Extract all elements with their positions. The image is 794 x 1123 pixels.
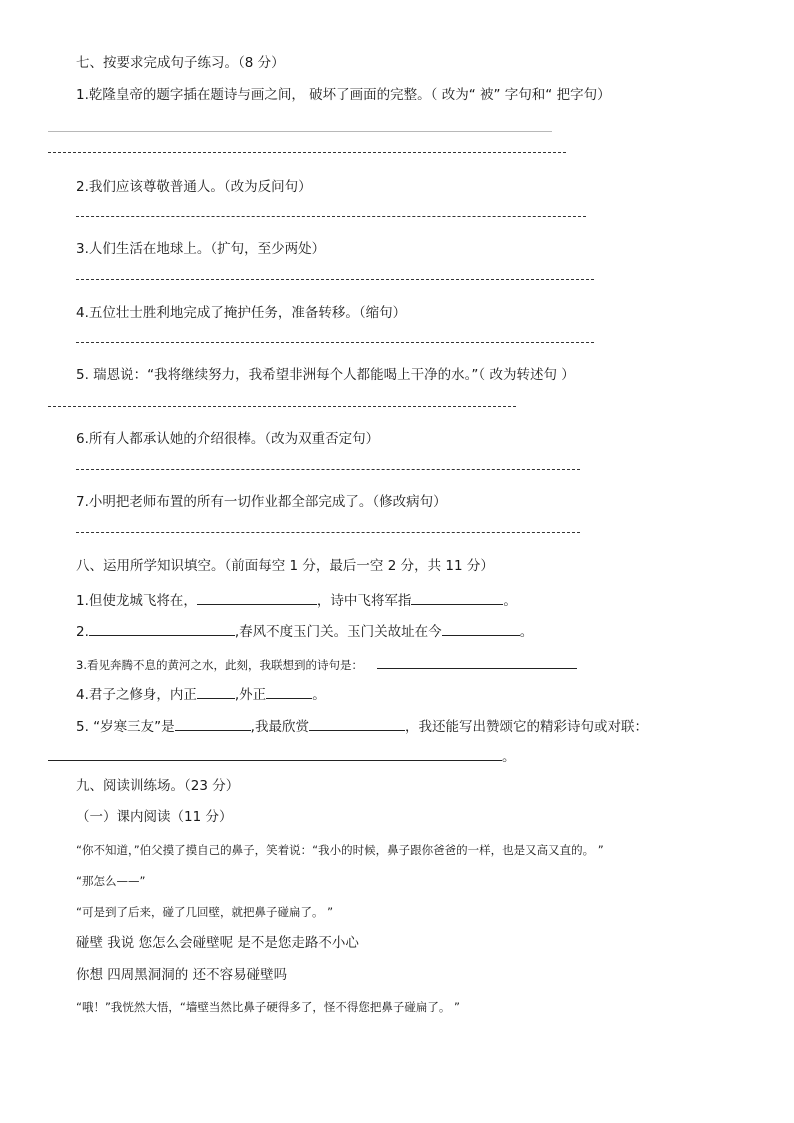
question-7-3: 3.人们生活在地球上。（扩句，至少两处）: [76, 241, 326, 257]
question-text: 3.看见奔腾不息的黄河之水，此刻，我联想到的诗句是：: [76, 658, 363, 672]
section-7-heading: 七、按要求完成句子练习。（8 分）: [76, 55, 285, 71]
question-8-2: [76, 621, 533, 641]
question-8-4: [76, 684, 326, 704]
question-text: ，诗中飞将军指: [316, 593, 412, 609]
question-text: 4.君子之修身，内正: [76, 687, 197, 703]
question-8-1: [76, 590, 517, 610]
reading-paragraph-5: 你想 四周黑洞洞的 还不容易碰壁吗: [76, 967, 288, 983]
fill-blank[interactable]: [266, 684, 312, 699]
question-7-7: 7.小明把老师布置的所有一切作业都全部完成了。（修改病句）: [76, 494, 447, 510]
question-text: ,我最欣赏: [250, 719, 309, 735]
fill-blank[interactable]: [89, 621, 235, 636]
question-8-5-continued: [48, 746, 516, 766]
fill-blank[interactable]: [175, 716, 251, 731]
question-8-5: [76, 716, 648, 736]
question-text: 。: [502, 749, 516, 765]
reading-paragraph-6: “哦！”我恍然大悟，“墙壁当然比鼻子硬得多了，怪不得您把鼻子碰扁了。 ”: [76, 1000, 460, 1014]
reading-paragraph-3: “可是到了后来，碰了几回壁，就把鼻子碰扁了。 ”: [76, 905, 334, 919]
question-7-5: 5. 瑞恩说：“我将继续努力，我希望非洲每个人都能喝上干净的水。”（ 改为转述句 ）: [76, 367, 575, 383]
answer-line: [76, 469, 580, 470]
question-8-3: [76, 654, 577, 674]
answer-line: [48, 152, 566, 153]
reading-paragraph-2: “那怎么——”: [76, 874, 146, 888]
reading-paragraph-1: “你不知道，”伯父摸了摸自己的鼻子，笑着说：“我小的时候，鼻子跟你爸爸的一样，也是又高又直的。 ”: [76, 843, 604, 857]
question-text: ,春风不度玉门关。玉门关故址在今: [234, 624, 442, 640]
section-8-heading: 八、运用所学知识填空。（前面每空 1 分，最后一空 2 分，共 11 分）: [76, 558, 494, 574]
question-7-2: 2.我们应该尊敬普通人。（改为反问句）: [76, 179, 312, 195]
fill-blank[interactable]: [442, 621, 520, 636]
fill-blank[interactable]: [309, 716, 405, 731]
question-text: 。: [312, 687, 326, 703]
answer-line: [76, 279, 594, 280]
fill-blank[interactable]: [411, 590, 503, 605]
answer-line: [48, 406, 516, 407]
section-9-heading: 九、阅读训练场。（23 分）: [76, 778, 240, 794]
answer-line: [48, 131, 552, 132]
fill-blank[interactable]: [377, 654, 577, 669]
question-text: 2.: [76, 624, 89, 640]
subsection-heading: （一）课内阅读（11 分）: [76, 809, 233, 825]
question-7-4: 4.五位壮士胜利地完成了掩护任务，准备转移。（缩句）: [76, 305, 407, 321]
question-7-1: 1.乾隆皇帝的题字插在题诗与画之间， 破坏了画面的完整。（ 改为“ 被” 字句和“ 把字句）: [76, 87, 611, 103]
question-text: 5. “岁寒三友”是: [76, 719, 175, 735]
fill-blank[interactable]: [197, 684, 235, 699]
answer-line: [76, 532, 580, 533]
answer-line: [76, 342, 594, 343]
reading-paragraph-4: 碰壁 我说 您怎么会碰壁呢 是不是您走路不小心: [76, 935, 359, 951]
question-text: ,外正: [234, 687, 267, 703]
question-7-6: 6.所有人都承认她的介绍很棒。（改为双重否定句）: [76, 431, 380, 447]
question-text: 。: [503, 593, 517, 609]
question-text: 。: [519, 624, 534, 640]
question-text: 1.但使龙城飞将在，: [76, 593, 197, 609]
fill-blank[interactable]: [48, 746, 502, 761]
fill-blank[interactable]: [197, 590, 317, 605]
question-text: ，我还能写出赞颂它的精彩诗句或对联：: [404, 719, 648, 735]
answer-line: [76, 216, 586, 217]
